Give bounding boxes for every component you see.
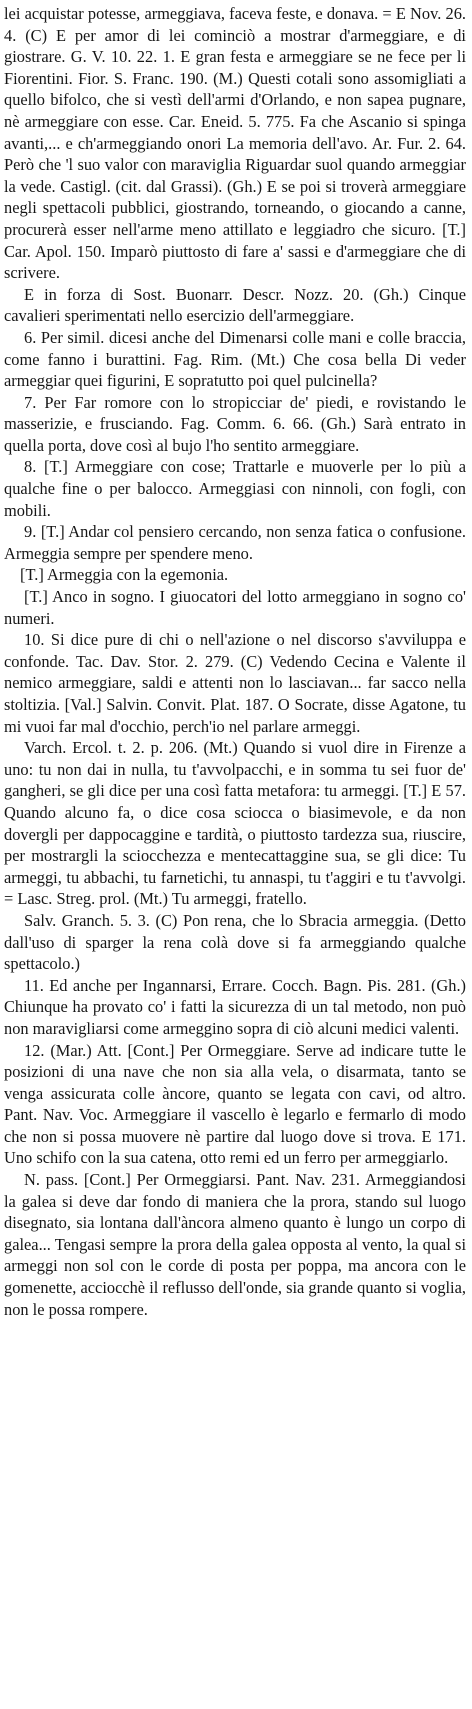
paragraph: 12. (Mar.) Att. [Cont.] Per Ormeggiare. Serve ad indicare tutte le posizioni di una nave che non sia alla vela, o disarmata, tanto se venga assicurata colle àncore, quanto se legata con cavi, od altro. Pant. Nav. Voc. Armeggiare il vascello è legarlo e fermarlo di modo che non si possa muovere nè partire dal luogo dove si trova. E 171. Uno schifo con la sua catena, otto remi ed un ferro per armeggiarlo.	[4, 1040, 466, 1168]
paragraph: 6. Per simil. dicesi anche del Dimenarsi colle mani e colle braccia, come fanno i burattini. Fag. Rim. (Mt.) Che cosa bella Di veder armeggiar quei figurini, E sopratutto poi quel pulcinella?	[4, 327, 466, 391]
paragraph: 9. [T.] Andar col pensiero cercando, non senza fatica o confusione. Armeggia sempre per spendere meno.	[4, 522, 466, 563]
paragraph: 7. Per Far romore con lo stropicciar de' piedi, e rovistando le masserizie, e frusciando. Fag. Comm. 6. 66. (Gh.) Sarà entrato in quella porta, dove così al bujo l'ho sentito armeggiare.	[4, 392, 466, 455]
paragraph: Varch. Ercol. t. 2. p. 206. (Mt.) Quando si vuol dire in Firenze a uno: tu non dai in nulla, tu t'avvolpacchi, e in somma tu sei fuor de' gangheri, se gli dice per una così fatta metafora: tu armeggi. [T.] E 57. Quando alcuno fa, o dice cosa sciocca o biasimevole, e da non dovergli per dappocaggine e tardità, o piuttosto tardezza sua, riuscire, per mostrargli la sciocchezza e mentecattaggine sua, se gli dice: Tu armeggi, tu abbachi, tu farnetichi, tu annaspi, tu t'aggiri e tu t'avvolgi. = Lasc. Streg. prol. (Mt.) Tu armeggi, fratello.	[4, 738, 466, 909]
paragraph: 10. Si dice pure di chi o nell'azione o nel discorso s'avviluppa e confonde. Tac. Dav. Stor. 2. 279. (C) Vedendo Cecina e Valente il nemico armeggiare, saldi e attenti non lo lasciavan... far sacco nella stoltizia. [Val.] Salvin. Convit. Plat. 187. O Socrate, disse Agatone, tu mi vuoi far mal d'occhio, perch'io nel parlare armeggi.	[4, 630, 466, 736]
paragraph: 8. [T.] Armeggiare con cose; Trattarle e muoverle per lo più a qualche fine o per balocco. Armeggiasi con ninnoli, con fogli, con mobili.	[4, 457, 466, 520]
paragraph: [T.] Armeggia con la egemonia.	[20, 565, 229, 585]
paragraph: N. pass. [Cont.] Per Ormeggiarsi. Pant. Nav. 231. Armeggiandosi la galea si deve dar fondo di maniera che la prora, stando sul luogo disegnato, sia lontana dall'àncora almeno quanto è lungo un corpo di galea... Tengasi sempre la prora della galea opposta al vento, la qual si armeggi non sol con le corde di posta per poppa, ma ancora con le gomenette, acciocchè il reflusso dell'onde, sia grande quanto si voglia, non le possa rompere.	[4, 1170, 466, 1319]
paragraph: lei acquistar potesse, armeggiava, faceva feste, e donava. = E Nov. 26. 4. (C) E per amor di lei cominciò a mostrar d'armeggiare, e di giostrare. G. V. 10. 22. 1. E gran festa e armeggiare se ne fece per li Fiorentini. Fior. S. Franc. 190. (M.) Questi cotali sono assomigliati a quello bifolco, che si vestì dell'armi d'Orlando, e non sapea pugnare, nè armeggiare con esse. Car. Eneid. 5. 775. Fa che Ascanio si spinga avanti,... e ch'armeggiando onori La memoria dell'avo. Ar. Fur. 2. 64. Però che 'l suo valor con maraviglia Riguardar suol quando armeggiar la vede. Castigl. (cit. dal Grassi). (Gh.) E se poi si troverà armeggiare negli spettacoli pubblici, giostrando, torneando, o giocando a canne, procurerà esser nell'arme meno attillato e leggiadro che sicuro. [T.] Car. Apol. 150. Imparò piuttosto di fare a' sassi e d'armeggiare che di scrivere.	[4, 4, 466, 283]
paragraph: [T.] Anco in sogno. I giuocatori del lotto armeggiano in sogno co' numeri.	[4, 587, 466, 628]
paragraph: Salv. Granch. 5. 3. (C) Pon rena, che lo Sbracia armeggia. (Detto dall'uso di sparger la rena colà dove si fa armeggiando qualche spettacolo.)	[4, 910, 466, 974]
paragraph: E in forza di Sost. Buonarr. Descr. Nozz. 20. (Gh.) Cinque cavalieri sperimentati nello esercizio dell'armeggiare.	[4, 284, 466, 326]
paragraph: 11. Ed anche per Ingannarsi, Errare. Cocch. Bagn. Pis. 281. (Gh.) Chiunque ha provato co' i fatti la sicurezza di un tal metodo, non può non maravigliarsi come armeggino sopra di ciò alcuni medici valenti.	[4, 975, 466, 1038]
